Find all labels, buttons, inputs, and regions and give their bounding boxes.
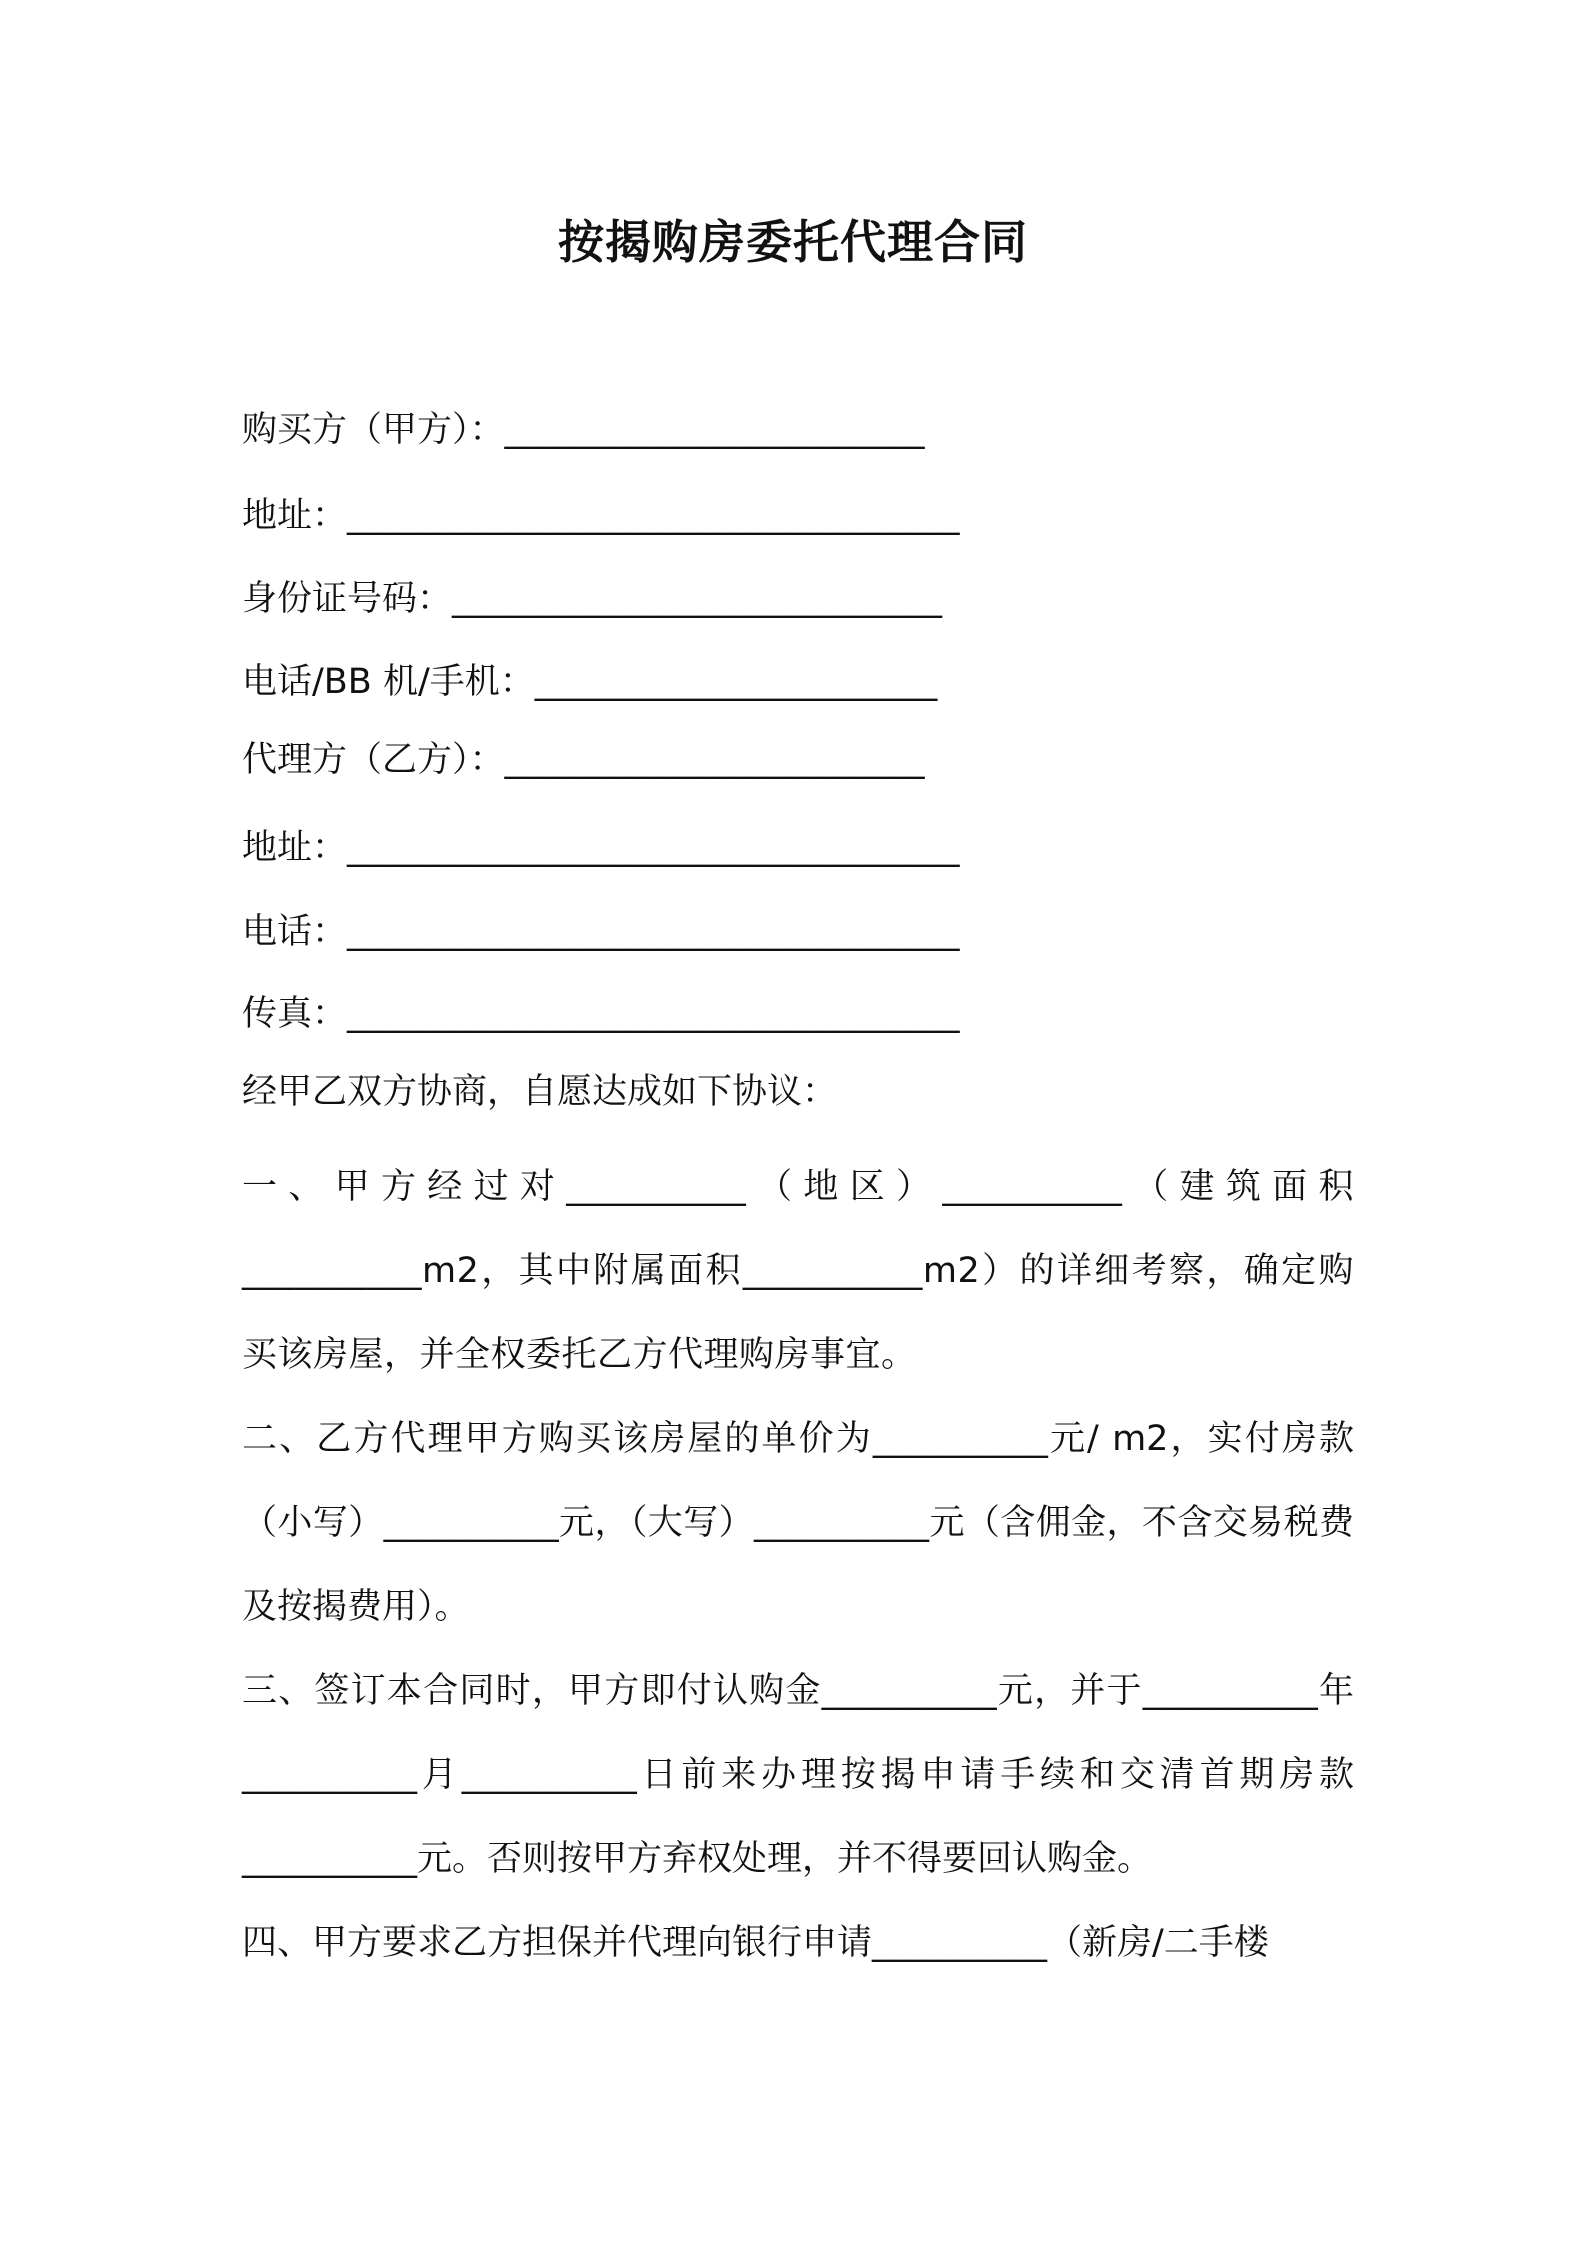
document-body — [242, 405, 1354, 1985]
buyer-address-field: 地址：___________________________________ — [242, 496, 960, 536]
buyer-phone-field: 电话/BB 机/手机：_______________________ — [242, 662, 938, 702]
agent-fax-field: 传真：___________________________________ — [242, 994, 960, 1034]
clause-3: 三、签订本合同时，甲方即付认购金__________元，并于__________年__________月__________日前来办理按揭申请手续和交清首期房款__________元。否则按甲方弃权处理，并不得要回认购金。 — [242, 1671, 1354, 1879]
agent-field: 代理方（乙方）：________________________ — [242, 740, 925, 780]
clause-1: 一、甲方经过对__________（地区）__________（建筑面积__________m2，其中附属面积__________m2）的详细考察，确定购买该房屋，并全权委托乙方代理购房事宜。 — [242, 1167, 1354, 1375]
agent-address-field: 地址：___________________________________ — [242, 828, 960, 868]
agent-phone-field: 电话：___________________________________ — [242, 912, 960, 952]
clause-4: 四、甲方要求乙方担保并代理向银行申请__________（新房/二手楼 — [242, 1923, 1269, 1963]
agreement-intro: 经甲乙双方协商，自愿达成如下协议： — [242, 1072, 838, 1112]
buyer-id-number-field: 身份证号码：____________________________ — [242, 579, 943, 619]
clause-2: 二、乙方代理甲方购买该房屋的单价为__________元/ m2，实付房款（小写）__________元，（大写）__________元（含佣金，不含交易税费及按揭费用）。 — [242, 1419, 1354, 1627]
buyer-field: 购买方（甲方）：________________________ — [242, 410, 925, 450]
document-title: 按揭购房委托代理合同 — [558, 215, 1028, 269]
